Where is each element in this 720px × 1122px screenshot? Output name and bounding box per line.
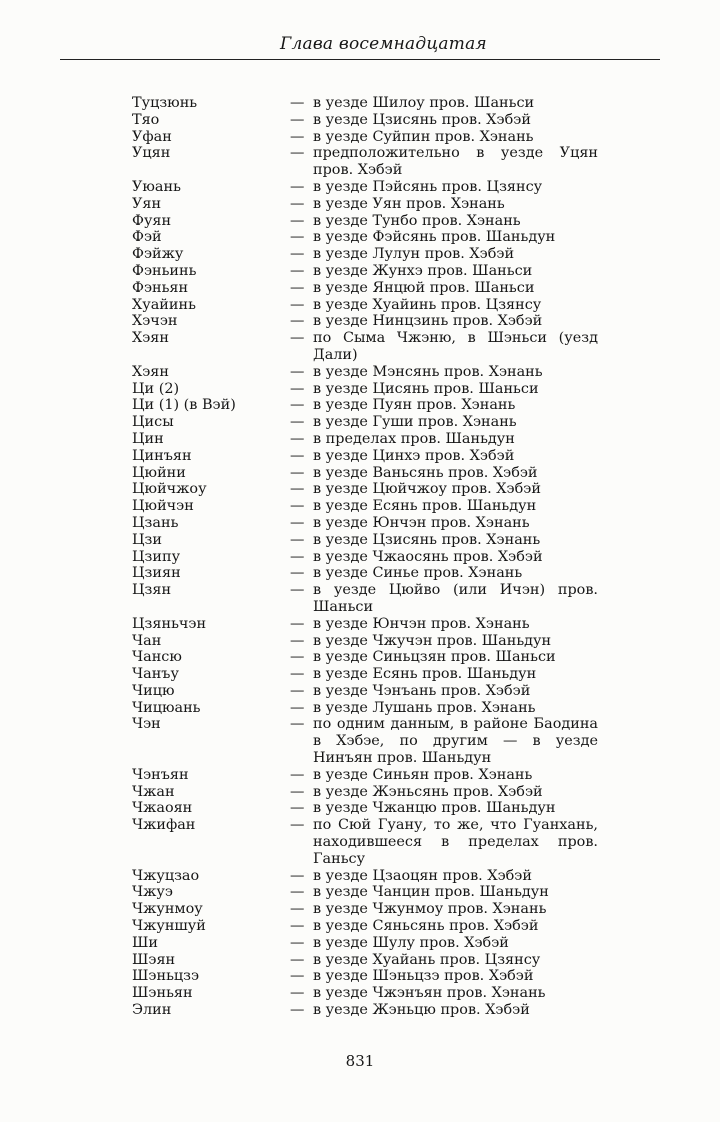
entry-description: в уезде Янцюй пров. Шаньси xyxy=(313,279,535,296)
entry-dash: — xyxy=(290,699,305,716)
list-item xyxy=(0,112,720,129)
entry-description: в уезде Чанцин пров. Шаньдун xyxy=(313,884,549,901)
entry-description: в уезде Жэньсянь пров. Хэбэй xyxy=(313,783,543,800)
entry-dash: — xyxy=(290,447,305,464)
entry-description: в уезде Цзисянь пров. Хэбэй xyxy=(313,111,531,128)
entry-dash: — xyxy=(290,128,305,145)
entry-term: Чанъу xyxy=(132,666,179,683)
entry-description: в уезде Юнчэн пров. Хэнань xyxy=(313,615,530,632)
list-item xyxy=(0,767,720,784)
entry-term: Цюйни xyxy=(132,464,186,481)
entry-term: Шэньцзэ xyxy=(132,968,200,985)
entry-dash: — xyxy=(290,817,305,834)
entry-description: в уезде Чжунмоу пров. Хэнань xyxy=(313,901,547,918)
entry-term: Уфан xyxy=(132,128,172,145)
entry-dash: — xyxy=(290,531,305,548)
list-item xyxy=(0,229,720,246)
entry-dash: — xyxy=(290,582,305,599)
entry-dash: — xyxy=(290,985,305,1002)
entry-dash: — xyxy=(290,262,305,279)
entry-term: Чэнъян xyxy=(132,766,189,783)
entry-description: в уезде Синье пров. Хэнань xyxy=(313,565,523,582)
entry-term: Чжифан xyxy=(132,817,196,834)
entry-dash: — xyxy=(290,783,305,800)
entry-dash: — xyxy=(290,279,305,296)
entry-dash: — xyxy=(290,111,305,128)
list-item xyxy=(0,129,720,146)
list-item xyxy=(0,515,720,532)
entry-description: в уезде Тунбо пров. Хэнань xyxy=(313,212,521,229)
list-item xyxy=(0,884,720,901)
list-item xyxy=(0,414,720,431)
entry-dash: — xyxy=(290,682,305,699)
entry-dash: — xyxy=(290,632,305,649)
entry-term: Цзяньчэн xyxy=(132,615,207,632)
entry-description: в уезде Хуайань пров. Цзянсу xyxy=(313,951,541,968)
entry-description: в уезде Цинхэ пров. Хэбэй xyxy=(313,447,515,464)
entry-description: в уезде Чжэнъян пров. Хэнань xyxy=(313,985,546,1002)
list-item xyxy=(0,868,720,885)
list-item xyxy=(0,145,720,179)
list-item xyxy=(0,95,720,112)
list-item xyxy=(0,297,720,314)
entry-dash: — xyxy=(290,95,305,111)
list-item xyxy=(0,633,720,650)
entry-dash: — xyxy=(290,649,305,666)
entry-description: в уезде Цюйво (или Ичэн) пров. Шаньси xyxy=(313,582,598,615)
entry-description: в уезде Ваньсянь пров. Хэбэй xyxy=(313,464,538,481)
entry-term: Уцян xyxy=(132,145,171,162)
entry-term: Чицюань xyxy=(132,699,201,716)
entry-term: Фэньинь xyxy=(132,262,197,279)
entry-term: Ци (1) (в Вэй) xyxy=(132,397,236,414)
entry-dash: — xyxy=(290,246,305,263)
entry-term: Фуян xyxy=(132,212,172,229)
entry-term: Чжуцзао xyxy=(132,867,200,884)
entry-description: в уезде Жэньцю пров. Хэбэй xyxy=(313,1002,530,1019)
entry-description: в уезде Цзисянь пров. Хэнань xyxy=(313,531,541,548)
list-item xyxy=(0,901,720,918)
entry-term: Туцзюнь xyxy=(132,95,198,111)
list-item xyxy=(0,968,720,985)
entry-description: в уезде Сяньсянь пров. Хэбэй xyxy=(313,918,539,935)
entry-dash: — xyxy=(290,481,305,498)
entry-dash: — xyxy=(290,800,305,817)
entry-description: по одним данным, в районе Баодина в Хэбэе, по другим — в уезде Нинъян пров. Шаньдун xyxy=(313,716,598,767)
entry-description: в уезде Цисянь пров. Шаньси xyxy=(313,380,539,397)
entry-description: в уезде Шулу пров. Хэбэй xyxy=(313,934,509,951)
list-item xyxy=(0,448,720,465)
list-item xyxy=(0,246,720,263)
list-item xyxy=(0,952,720,969)
entry-description: в уезде Фэйсянь пров. Шаньдун xyxy=(313,229,556,246)
list-item xyxy=(0,381,720,398)
list-item xyxy=(0,666,720,683)
entry-dash: — xyxy=(290,934,305,951)
entry-term: Фэй xyxy=(132,229,162,246)
entry-description: в уезде Есянь пров. Шаньдун xyxy=(313,498,537,515)
list-item xyxy=(0,213,720,230)
list-item xyxy=(0,800,720,817)
list-item xyxy=(0,498,720,515)
entry-dash: — xyxy=(290,766,305,783)
entry-dash: — xyxy=(290,716,305,733)
entry-dash: — xyxy=(290,397,305,414)
entry-dash: — xyxy=(290,867,305,884)
entry-term: Шэян xyxy=(132,951,176,968)
entry-term: Чжуэ xyxy=(132,884,173,901)
entry-dash: — xyxy=(290,951,305,968)
entry-term: Чжаоян xyxy=(132,800,193,817)
list-item xyxy=(0,616,720,633)
entry-term: Цисы xyxy=(132,414,174,431)
entry-dash: — xyxy=(290,430,305,447)
list-item xyxy=(0,649,720,666)
entry-dash: — xyxy=(290,884,305,901)
entry-description: в уезде Пуян пров. Хэнань xyxy=(313,397,516,414)
entry-dash: — xyxy=(290,212,305,229)
entry-term: Хэчэн xyxy=(132,313,178,330)
entry-description: в уезде Синьян пров. Хэнань xyxy=(313,766,533,783)
entry-term: Чан xyxy=(132,632,162,649)
entry-dash: — xyxy=(290,968,305,985)
list-item xyxy=(0,532,720,549)
entry-term: Цинъян xyxy=(132,447,192,464)
entry-term: Цин xyxy=(132,430,164,447)
entry-term: Чжунмоу xyxy=(132,901,203,918)
entry-description: в уезде Гуши пров. Хэнань xyxy=(313,414,517,431)
entry-dash: — xyxy=(290,918,305,935)
list-item xyxy=(0,784,720,801)
entry-dash: — xyxy=(290,901,305,918)
list-item xyxy=(0,364,720,381)
entry-term: Фэйжу xyxy=(132,246,184,263)
list-item xyxy=(0,196,720,213)
entry-term: Фэньян xyxy=(132,279,189,296)
entry-dash: — xyxy=(290,1002,305,1019)
page-header-title: Глава восемнадцатая xyxy=(280,34,487,54)
entry-description: в уезде Уян пров. Хэнань xyxy=(313,195,505,212)
entry-term: Цзипу xyxy=(132,548,181,565)
entry-dash: — xyxy=(290,464,305,481)
entry-term: Цзань xyxy=(132,514,179,531)
entry-term: Элин xyxy=(132,1002,172,1019)
entry-description: в уезде Мэнсянь пров. Хэнань xyxy=(313,363,543,380)
entry-dash: — xyxy=(290,313,305,330)
entry-description: в пределах пров. Шаньдун xyxy=(313,430,515,447)
header-rule xyxy=(60,59,660,60)
entry-dash: — xyxy=(290,145,305,162)
entry-term: Чжан xyxy=(132,783,175,800)
entry-term: Чжуншуй xyxy=(132,918,206,935)
entry-term: Хуайинь xyxy=(132,296,196,313)
entry-description: в уезде Лушань пров. Хэнань xyxy=(313,699,536,716)
list-item xyxy=(0,565,720,582)
entry-dash: — xyxy=(290,178,305,195)
entry-term: Чансю xyxy=(132,649,182,666)
entry-dash: — xyxy=(290,666,305,683)
entry-description: в уезде Цзаоцян пров. Хэбэй xyxy=(313,867,532,884)
gazetteer-list xyxy=(0,95,720,1019)
list-item xyxy=(0,397,720,414)
list-item xyxy=(0,716,720,766)
entry-term: Цюйчэн xyxy=(132,498,194,515)
entry-description: в уезде Есянь пров. Шаньдун xyxy=(313,666,537,683)
entry-dash: — xyxy=(290,229,305,246)
list-item xyxy=(0,280,720,297)
entry-description: в уезде Жунхэ пров. Шаньси xyxy=(313,262,533,279)
entry-term: Чэн xyxy=(132,716,161,733)
list-item xyxy=(0,431,720,448)
list-item xyxy=(0,817,720,867)
entry-term: Уюань xyxy=(132,178,181,195)
list-item xyxy=(0,549,720,566)
entry-dash: — xyxy=(290,514,305,531)
entry-dash: — xyxy=(290,615,305,632)
entry-dash: — xyxy=(290,548,305,565)
entry-dash: — xyxy=(290,565,305,582)
list-item xyxy=(0,313,720,330)
entry-term: Чицю xyxy=(132,682,175,699)
entry-dash: — xyxy=(290,414,305,431)
list-item xyxy=(0,582,720,616)
list-item xyxy=(0,700,720,717)
list-item xyxy=(0,465,720,482)
entry-term: Цзиян xyxy=(132,565,181,582)
entry-term: Хэян xyxy=(132,330,169,347)
list-item xyxy=(0,481,720,498)
entry-term: Цзян xyxy=(132,582,172,599)
list-item xyxy=(0,263,720,280)
entry-description: в уезде Синьцзян пров. Шаньси xyxy=(313,649,556,666)
entry-description: в уезде Чжучэн пров. Шаньдун xyxy=(313,632,552,649)
entry-term: Цзи xyxy=(132,531,162,548)
entry-description: в уезде Лулун пров. Хэбэй xyxy=(313,246,515,263)
entry-term: Шэньян xyxy=(132,985,193,1002)
list-item xyxy=(0,683,720,700)
entry-term: Ци (2) xyxy=(132,380,180,397)
list-item xyxy=(0,985,720,1002)
entry-description: в уезде Шэньцзэ пров. Хэбэй xyxy=(313,968,534,985)
list-item xyxy=(0,935,720,952)
entry-description: в уезде Чжанцю пров. Шаньдун xyxy=(313,800,556,817)
list-item xyxy=(0,918,720,935)
entry-term: Цюйчжоу xyxy=(132,481,207,498)
entry-description: в уезде Цюйчжоу пров. Хэбэй xyxy=(313,481,541,498)
entry-description: в уезде Нинцзинь пров. Хэбэй xyxy=(313,313,543,330)
entry-dash: — xyxy=(290,330,305,347)
entry-dash: — xyxy=(290,363,305,380)
entry-description: по Сыма Чжэню, в Шэньси (уезд Дали) xyxy=(313,330,598,363)
entry-term: Тяо xyxy=(132,111,160,128)
entry-description: в уезде Хуайинь пров. Цзянсу xyxy=(313,296,542,313)
entry-term: Уян xyxy=(132,195,162,212)
entry-description: по Сюй Гуану, то же, что Гуанхань, находившееся в пределах пров. Ганьсу xyxy=(313,817,598,867)
list-item xyxy=(0,179,720,196)
entry-description: в уезде Суйпин пров. Хэнань xyxy=(313,128,534,145)
entry-dash: — xyxy=(290,296,305,313)
entry-description: в уезде Юнчэн пров. Хэнань xyxy=(313,514,530,531)
entry-dash: — xyxy=(290,498,305,515)
entry-description: в уезде Чжаосянь пров. Хэбэй xyxy=(313,548,543,565)
entry-dash: — xyxy=(290,195,305,212)
entry-description: в уезде Пэйсянь пров. Цзянсу xyxy=(313,178,543,195)
list-item xyxy=(0,1002,720,1019)
entry-dash: — xyxy=(290,380,305,397)
entry-description: предположительно в уезде Уцян пров. Хэбэй xyxy=(313,145,598,179)
entry-description: в уезде Шилоу пров. Шаньси xyxy=(313,95,535,111)
entry-term: Ши xyxy=(132,934,159,951)
list-item xyxy=(0,330,720,364)
entry-term: Хэян xyxy=(132,363,169,380)
entry-description: в уезде Чэнъань пров. Хэбэй xyxy=(313,682,531,699)
page-number: 831 xyxy=(345,1052,375,1070)
